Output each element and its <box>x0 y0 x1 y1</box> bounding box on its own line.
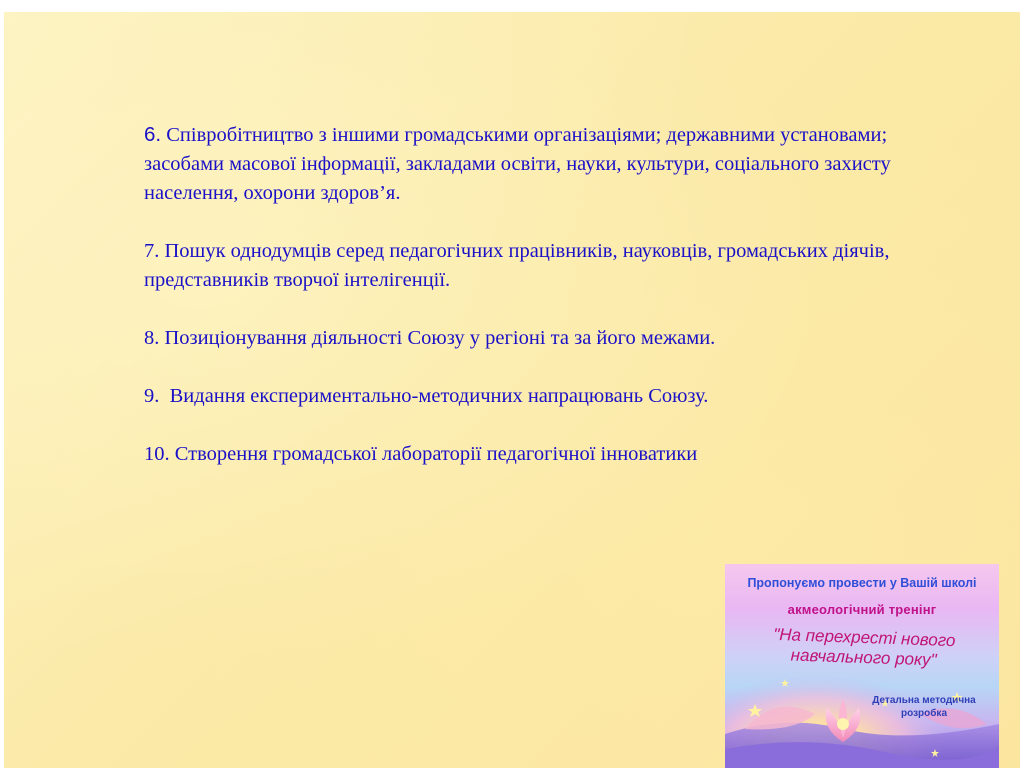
item-text: Видання експериментально-методичних напрацювань Союзу. <box>159 385 709 407</box>
item-number: 8. <box>144 327 160 349</box>
item-number: 6. <box>144 123 162 146</box>
item-text: Пошук однодумців серед педагогічних працівників, науковців, громадських діячів, представників творчої інтелігенції. <box>144 240 895 291</box>
list-item-8 <box>144 324 944 353</box>
item-text: Створення громадської лабораторії педагогічної інноватики <box>169 443 698 465</box>
item-text: Співробітництво з іншими громадськими організаціями; державними установами; засобами масової інформації, закладами освіти, науки, культури, соціального захисту населення, охорони здоров’я. <box>144 124 896 204</box>
item-number: 7. <box>144 240 160 262</box>
training-advert-image[interactable] <box>725 564 999 768</box>
slide <box>4 12 1020 768</box>
item-number: 9. <box>144 385 160 407</box>
advert-title-line-2: навчального року" <box>790 645 937 670</box>
list-item-9 <box>144 382 944 411</box>
list-item-6 <box>144 120 944 208</box>
advert-subtitle-line-1: Детальна методична <box>872 695 976 706</box>
advert-subtitle <box>859 694 989 720</box>
list-item-10 <box>144 440 944 469</box>
advert-subtitle-line-2: розробка <box>900 708 947 719</box>
advert-training-label: акмеологічний тренінг <box>787 602 937 617</box>
text-content <box>144 120 944 498</box>
item-text: Позиціонування діяльності Союзу у регіоні та за його межами. <box>159 327 716 349</box>
list-item-7 <box>144 237 944 295</box>
advert-offer-text: Пропонуємо провести у Вашій школі <box>747 576 977 590</box>
advert-title-line-1: "На перехресті нового <box>772 624 956 651</box>
item-number: 10. <box>144 443 170 465</box>
